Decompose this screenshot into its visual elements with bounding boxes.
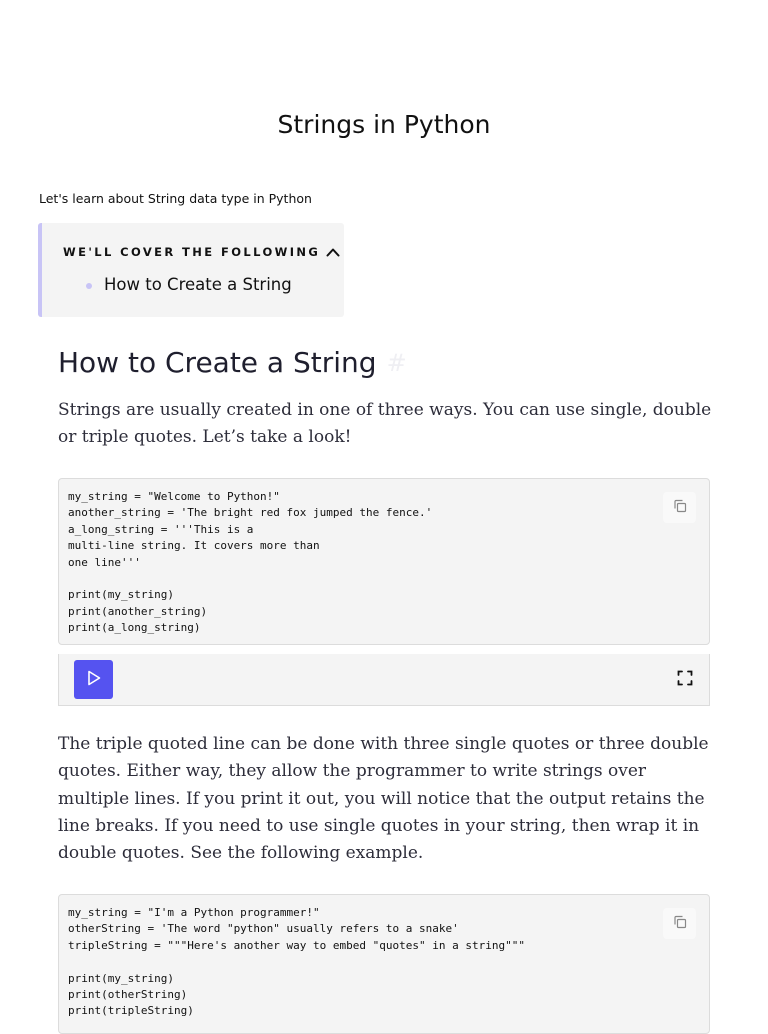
code-block <box>58 478 710 645</box>
code-run-toolbar <box>58 654 710 706</box>
anchor-link-icon[interactable]: # <box>386 348 407 377</box>
toc-item-how-to-create-a-string[interactable] <box>104 275 292 294</box>
paragraph-intro: Strings are usually created in one of three ways. You can use single, double or triple quotes. Let’s take a look! <box>58 400 712 448</box>
copy-icon <box>673 498 687 517</box>
page-subtitle: Let's learn about String data type in Python <box>39 191 312 206</box>
page-title: Strings in Python <box>277 110 491 139</box>
toc-bullet <box>86 283 92 289</box>
code-content[interactable]: my_string = "I'm a Python programmer!" otherString = 'The word "python" usually refers to a snake' tripleString = """Here's another way to embed "quotes" in a string""" print(my_string) print(otherString) print(tripleString) <box>68 906 525 1018</box>
table-of-contents <box>38 223 344 317</box>
paragraph-triple-quotes: The triple quoted line can be done with three single quotes or three double quotes. Either way, they allow the programmer to write strings over multiple lines. If you print it out, you will notice that the output retains the line breaks. If you need to use single quotes in your string, then wrap it in double quotes. See the following example. <box>58 734 709 864</box>
code-block <box>58 894 710 1034</box>
toc-item-label: How to Create a String <box>104 275 292 294</box>
copy-icon <box>673 914 687 933</box>
copy-button[interactable] <box>663 908 696 939</box>
toc-toggle[interactable] <box>63 245 340 259</box>
section-heading-text: How to Create a String <box>58 346 377 379</box>
code-content[interactable]: my_string = "Welcome to Python!" another_string = 'The bright red fox jumped the fence.' a_long_string = '''This is a multi-line string. It covers more than one line''' print(my_string) print(another_string) print(a_long_string) <box>68 490 433 635</box>
fullscreen-button[interactable] <box>676 671 694 689</box>
chevron-up-icon <box>326 247 340 257</box>
copy-button[interactable] <box>663 492 696 523</box>
expand-icon <box>677 670 693 690</box>
play-icon <box>87 670 101 690</box>
section-heading <box>58 346 407 379</box>
toc-heading: WE'LL COVER THE FOLLOWING <box>63 245 321 259</box>
run-button[interactable] <box>74 660 113 699</box>
